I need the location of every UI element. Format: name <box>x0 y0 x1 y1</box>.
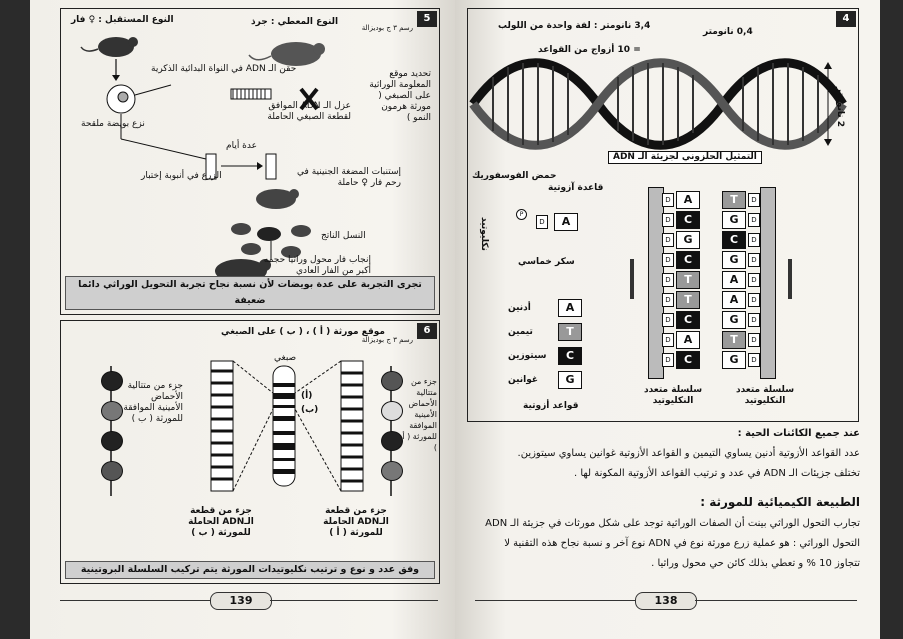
amino-acid-bead <box>381 461 403 481</box>
inject-adn-label: حقن الـ ADN في النواة البدائية الذكرية <box>151 64 297 74</box>
nitrogen-base: G <box>722 251 746 269</box>
page-number: 139 <box>210 592 272 610</box>
strand-right-label: سلسلة متعدد النكليوتيد <box>735 385 795 406</box>
dim-2-label: 2 نانومتر <box>835 87 845 128</box>
phosphoric-acid-label: حمض الفوسفوريك <box>472 171 557 181</box>
sugar-group: D <box>748 233 760 247</box>
footer-rule <box>695 600 857 601</box>
culture-days-label: عدة أيام <box>226 141 257 151</box>
figure-5-subtitle: رسم ٣ ج بوديزالة <box>361 24 413 32</box>
dna-helix <box>468 49 848 159</box>
figure-4-number: 4 <box>836 11 856 27</box>
nitrogen-base: T <box>676 271 700 289</box>
legend-thymine <box>508 323 608 343</box>
legend-label: أدنين <box>508 303 531 313</box>
base-pair-row <box>662 351 760 369</box>
dim-34-label: 3,4 نانومتر : لفة واحدة من اللولب <box>498 21 651 31</box>
nitrogen-base: A <box>722 271 746 289</box>
footer-rule <box>475 600 635 601</box>
figure-6-box <box>60 320 440 584</box>
helix-caption: التمثيل الحلزوني لجزيئة الـ ADN <box>608 151 762 164</box>
figure-5-number: 5 <box>417 11 437 27</box>
text-line-2: عدد القواعد الأزوتية أدنين يساوي التيمين و القواعد الأزوتية غوانين يساوي سيتوزين. <box>517 448 860 459</box>
base-a-example: A <box>554 213 578 231</box>
sugar-group: D <box>748 273 760 287</box>
nitrogen-base: C <box>722 231 746 249</box>
beads-a-label: جزء من متتالية الأحماض الأمينية الموافقة للمورثة ( أ ) <box>402 377 437 452</box>
right-page <box>455 0 880 639</box>
nitrogen-base: G <box>722 351 746 369</box>
left-page <box>30 0 455 639</box>
base-pair-row <box>662 191 760 209</box>
sugar-group: D <box>662 313 674 327</box>
figure-6-caption: وفق عدد و نوع و ترتيب نكليوتيدات المورثة يتم تركيب السلسلة البروتينية <box>65 561 435 579</box>
sugar-group: D <box>748 293 760 307</box>
legend-label: تيمين <box>508 327 533 337</box>
base-pair-row <box>662 331 760 349</box>
amino-acid-bead <box>101 401 123 421</box>
base-pair-row <box>662 311 760 329</box>
legend-adenine <box>508 299 608 319</box>
nitrogen-base: G <box>676 231 700 249</box>
figure-6-title: موقع مورثة ( أ ) ، ( ب ) على الصبغي <box>221 327 385 337</box>
amino-acid-bead <box>101 371 123 391</box>
pentose-sugar-label: سكر خماسي <box>518 257 575 267</box>
sugar-group: D <box>536 215 548 229</box>
sugar-group: D <box>662 193 674 207</box>
nitrogen-base: C <box>676 251 700 269</box>
sugar-group: D <box>662 353 674 367</box>
legend-swatch: T <box>558 323 582 341</box>
sugar-group: D <box>748 213 760 227</box>
text-line-1: عند جميع الكائنات الحية : <box>737 428 860 439</box>
legend-swatch: G <box>558 371 582 389</box>
allele-a-label: (أ) <box>301 391 313 401</box>
nitrogen-base: A <box>676 191 700 209</box>
nitrogen-base: T <box>676 291 700 309</box>
footer-rule <box>270 600 438 601</box>
figure-5-box <box>60 8 440 315</box>
figure-4-box <box>467 8 859 422</box>
section-heading: الطبيعة الكيميائية للمورثة : <box>700 495 860 509</box>
sugar-group: D <box>662 333 674 347</box>
nitrogen-base: A <box>722 291 746 309</box>
strand-left-label: سلسلة متعدد النكليوتيد <box>643 385 703 406</box>
embryos-label: إستنبات المضغة الجنينية في رحم فار ♀ حاملة <box>297 167 401 188</box>
nitrogen-base: G <box>722 311 746 329</box>
remove-egg-label: نزع بويضة ملقحة <box>81 119 145 129</box>
legend-label: غوانين <box>508 375 539 385</box>
phosphate-group: P <box>516 209 527 220</box>
base-pair-row <box>662 271 760 289</box>
amino-acid-bead <box>381 431 403 451</box>
ten-pairs-label: = 10 أزواج من القواعد <box>538 45 641 55</box>
sugar-group: D <box>748 253 760 267</box>
text-line-4: تجارب التحول الوراثي بينت أن الصفات الوراثية توجد على شكل مورثات في جزيئة الـ ADN <box>485 518 860 529</box>
culture-tubes-label: الزرع في أنبوبة إختبار <box>141 171 222 181</box>
base-pair-ladder <box>662 191 760 381</box>
recipient-label: النوع المستقبل : ♀ فار <box>71 15 174 25</box>
strand-right-arrow <box>788 259 792 299</box>
nitrogen-base: G <box>722 211 746 229</box>
sugar-group: D <box>662 293 674 307</box>
legend-swatch: C <box>558 347 582 365</box>
sugar-group: D <box>662 213 674 227</box>
figure-6-subtitle: رسم ٣ ج بوديزالة <box>361 336 413 344</box>
amino-acid-bead <box>101 461 123 481</box>
nucleotide-label: نكليوتيد <box>479 217 489 251</box>
text-line-6: تتجاوز 10 % و تعطي بذلك كائن حي محول وراثيا . <box>651 558 860 569</box>
nitrogen-base: T <box>722 331 746 349</box>
sugar-group: D <box>748 333 760 347</box>
footer-rule <box>60 600 210 601</box>
sugar-group: D <box>662 273 674 287</box>
nitrogen-base: C <box>676 211 700 229</box>
nitrogen-base: A <box>676 331 700 349</box>
nitrogen-base-label: قاعدة آزوتية <box>548 183 604 193</box>
amino-acid-bead <box>381 401 403 421</box>
legend-label: سيتوزين <box>508 351 547 361</box>
text-line-3: تختلف جزيئات الـ ADN في عدد و ترتيب القواعد الأزوتية المكونة لها . <box>573 468 860 479</box>
donor-label: النوع المعطي : جرذ <box>251 17 339 27</box>
legend-swatch: A <box>558 299 582 317</box>
offspring-label: النسل الناتج <box>321 231 366 241</box>
adn-segment-b-label: جزء من قطعة الـADN الحاملة للمورثة ( ب ) <box>188 506 254 538</box>
beads-b-label: جزء من متتالية الأحماض الأمينية الموافقة للمورثة ( ب ) <box>123 381 183 424</box>
dim-04-label: 0,4 نانومتر <box>703 27 753 37</box>
chromosome-label: صبغي <box>274 353 297 363</box>
base-pair-row <box>662 211 760 229</box>
allele-b-label: (ب) <box>301 405 319 415</box>
bases-legend <box>508 299 608 399</box>
nitrogen-base: C <box>676 351 700 369</box>
legend-guanine <box>508 371 608 391</box>
sugar-group: D <box>662 253 674 267</box>
figure-6-number: 6 <box>417 323 437 339</box>
identify-location-label: تحديد موقع المعلومة الوراثية على الصبغي ( مورثة هرمون النمو ) <box>369 69 431 123</box>
sugar-group: D <box>748 193 760 207</box>
amino-acid-bead <box>101 431 123 451</box>
sugar-group: D <box>662 233 674 247</box>
legend-cytosine <box>508 347 608 367</box>
figure-5-caption: تجرى التجربة على عدة بويضات لأن نسبة نجاح تجربة التحويل الوراثي دائما ضعيفة <box>65 276 435 310</box>
text-line-5: التحول الوراثي : هو عملية زرع مورثة نوع في ADN نوع آخر و نسبة نجاح هذه التقنية لا <box>504 538 860 549</box>
strand-left-arrow <box>630 259 634 299</box>
amino-acid-bead <box>381 371 403 391</box>
page-number: 138 <box>635 592 697 610</box>
result-label: إنجاب فار محول وراثيا حجمه أكبر من الفار العادي <box>263 255 371 276</box>
sugar-group: D <box>748 353 760 367</box>
nitrogen-base: C <box>676 311 700 329</box>
isolate-adn-label: عزل الـ ADN الموافق لقطعة الصبغي الحاملة <box>267 101 351 122</box>
base-pair-row <box>662 251 760 269</box>
nitrogen-base: T <box>722 191 746 209</box>
sugar-group: D <box>748 313 760 327</box>
strand-right-backbone <box>760 187 776 379</box>
base-pair-row <box>662 291 760 309</box>
base-pair-row <box>662 231 760 249</box>
bases-title: قواعد أزوتية <box>523 401 579 411</box>
adn-segment-a-label: جزء من قطعة الـADN الحاملة للمورثة ( أ ) <box>323 506 389 538</box>
